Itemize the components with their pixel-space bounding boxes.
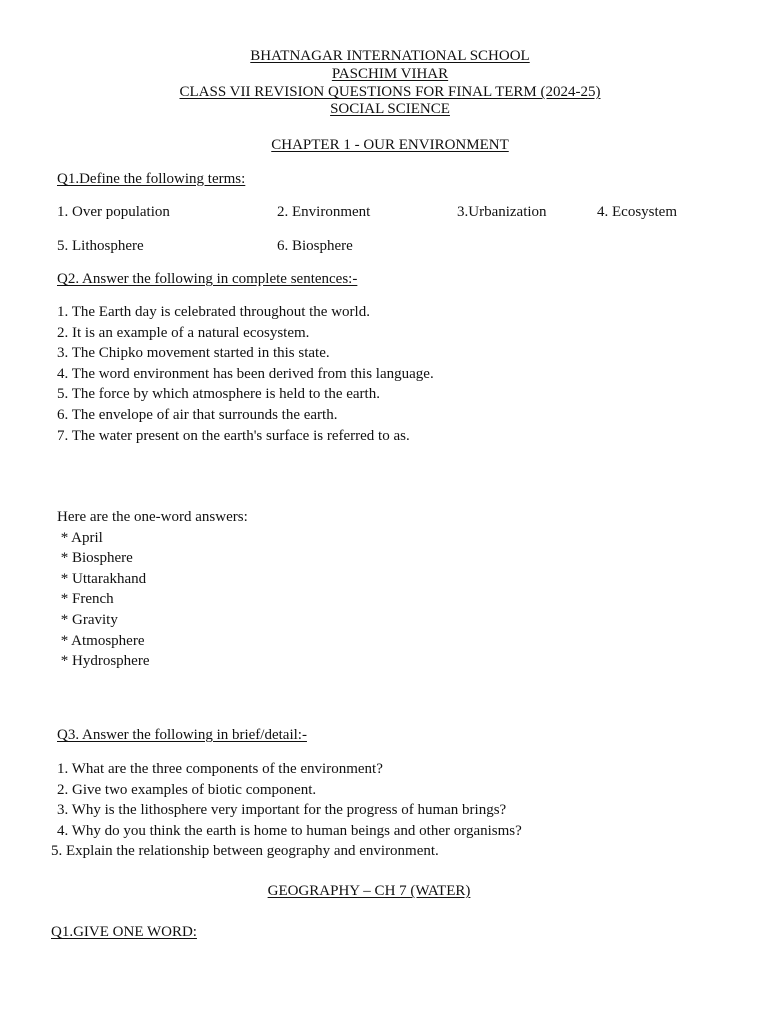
q2-item: 2. It is an example of a natural ecosystem.: [57, 324, 310, 341]
q2-item: 6. The envelope of air that surrounds the earth.: [57, 406, 338, 423]
q2-item: 4. The word environment has been derived from this language.: [57, 365, 434, 382]
q2-item: 3. The Chipko movement started in this state.: [57, 345, 330, 362]
term-item: 2. Environment: [277, 204, 371, 220]
geography-q1-heading: Q1.GIVE ONE WORD:: [51, 924, 197, 940]
term-item: 3.Urbanization: [457, 204, 547, 220]
answer-item: * Gravity: [57, 611, 118, 628]
term-item: 5. Lithosphere: [57, 238, 144, 254]
q3-heading: Q3. Answer the following in brief/detail:-: [57, 727, 307, 743]
answer-item: * Uttarakhand: [57, 570, 147, 587]
subject-name: SOCIAL SCIENCE: [330, 101, 450, 117]
q2-item: 5. The force by which atmosphere is held to the earth.: [57, 386, 380, 403]
document-title: CLASS VII REVISION QUESTIONS FOR FINAL TERM (2024-25): [179, 84, 601, 100]
q3-list: [57, 759, 522, 841]
answer-item: * French: [57, 591, 114, 608]
chapter-1-heading: CHAPTER 1 - OUR ENVIRONMENT: [271, 137, 509, 153]
answers-list: [57, 507, 248, 672]
term-item: 6. Biosphere: [277, 238, 353, 254]
q2-list: [57, 302, 434, 446]
q3-item: 1. What are the three components of the environment?: [57, 761, 383, 777]
q1-heading: Q1.Define the following terms:: [57, 171, 246, 187]
term-item: 1. Over population: [57, 204, 170, 220]
q3-item: 5. Explain the relationship between geography and environment.: [51, 843, 439, 859]
answer-item: * Hydrosphere: [57, 653, 150, 670]
answer-item: * April: [57, 529, 103, 546]
q2-item: 7. The water present on the earth's surface is referred to as.: [57, 427, 410, 444]
q3-item: 3. Why is the lithosphere very important for the progress of human brings?: [57, 802, 507, 819]
q2-heading: Q2. Answer the following in complete sentences:-: [57, 271, 358, 287]
school-branch: PASCHIM VIHAR: [331, 66, 449, 82]
answer-item: * Atmosphere: [57, 632, 145, 649]
answers-intro: Here are the one-word answers:: [57, 509, 248, 525]
q3-item: 4. Why do you think the earth is home to human beings and other organisms?: [57, 822, 522, 839]
q3-item: 2. Give two examples of biotic component.: [57, 781, 317, 798]
geography-heading: GEOGRAPHY – CH 7 (WATER): [267, 883, 471, 899]
q2-item: 1. The Earth day is celebrated throughout the world.: [57, 304, 370, 320]
answer-item: * Biosphere: [57, 550, 133, 567]
school-name: BHATNAGAR INTERNATIONAL SCHOOL: [250, 48, 530, 64]
term-item: 4. Ecosystem: [597, 204, 677, 220]
